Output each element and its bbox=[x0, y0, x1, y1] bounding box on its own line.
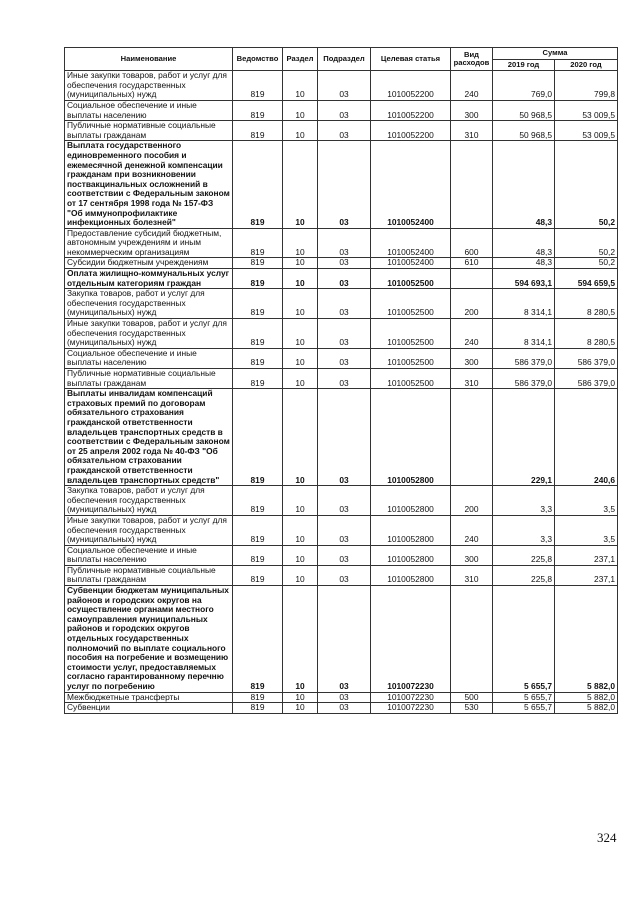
cell-2020: 53 009,5 bbox=[555, 121, 618, 141]
cell-name: Предоставление субсидий бюджетным, автономным учреждениям и иным некоммерческим организациям bbox=[65, 228, 233, 258]
cell-section: 10 bbox=[283, 121, 318, 141]
table-row bbox=[65, 565, 618, 585]
cell-subsection: 03 bbox=[318, 71, 371, 101]
header-2019: 2019 год bbox=[493, 59, 555, 71]
cell-2020: 594 659,5 bbox=[555, 269, 618, 289]
cell-name: Закупка товаров, работ и услуг для обеспечения государственных (муниципальных) нужд bbox=[65, 486, 233, 516]
cell-dept: 819 bbox=[233, 289, 283, 319]
header-name: Наименование bbox=[65, 48, 233, 71]
table-row bbox=[65, 141, 618, 228]
table-header bbox=[65, 48, 618, 71]
cell-name: Оплата жилищно-коммунальных услуг отдельным категориям граждан bbox=[65, 269, 233, 289]
header-section: Раздел bbox=[283, 48, 318, 71]
cell-kind: 200 bbox=[451, 486, 493, 516]
cell-2019: 225,8 bbox=[493, 565, 555, 585]
table-row bbox=[65, 369, 618, 389]
cell-target: 1010052500 bbox=[371, 289, 451, 319]
cell-kind: 600 bbox=[451, 228, 493, 258]
cell-dept: 819 bbox=[233, 269, 283, 289]
cell-name: Закупка товаров, работ и услуг для обеспечения государственных (муниципальных) нужд bbox=[65, 289, 233, 319]
cell-dept: 819 bbox=[233, 319, 283, 349]
cell-kind: 310 bbox=[451, 121, 493, 141]
header-target: Целевая статья bbox=[371, 48, 451, 71]
cell-2020: 237,1 bbox=[555, 545, 618, 565]
cell-2020: 586 379,0 bbox=[555, 348, 618, 368]
cell-subsection: 03 bbox=[318, 369, 371, 389]
cell-section: 10 bbox=[283, 141, 318, 228]
header-2020: 2020 год bbox=[555, 59, 618, 71]
cell-kind: 530 bbox=[451, 703, 493, 714]
cell-2019: 769,0 bbox=[493, 71, 555, 101]
cell-name: Выплаты инвалидам компенсаций страховых премий по договорам обязательного страхования гражданской ответственности владельцев транспортных средств в соответствии с Федеральным законом от 25 апреля 2002 года № 40-ФЗ "Об обязательном страховании гражданской ответственности владельцев транспортных средств" bbox=[65, 389, 233, 486]
cell-target: 1010052200 bbox=[371, 121, 451, 141]
cell-2019: 5 655,7 bbox=[493, 692, 555, 703]
cell-target: 1010052500 bbox=[371, 319, 451, 349]
cell-section: 10 bbox=[283, 348, 318, 368]
cell-dept: 819 bbox=[233, 258, 283, 269]
cell-target: 1010052200 bbox=[371, 100, 451, 120]
table-row bbox=[65, 319, 618, 349]
cell-section: 10 bbox=[283, 545, 318, 565]
cell-subsection: 03 bbox=[318, 121, 371, 141]
cell-kind: 310 bbox=[451, 369, 493, 389]
cell-section: 10 bbox=[283, 703, 318, 714]
cell-target: 1010052500 bbox=[371, 348, 451, 368]
cell-section: 10 bbox=[283, 269, 318, 289]
cell-section: 10 bbox=[283, 692, 318, 703]
cell-dept: 819 bbox=[233, 100, 283, 120]
cell-2020: 3,5 bbox=[555, 486, 618, 516]
cell-target: 1010072230 bbox=[371, 703, 451, 714]
cell-dept: 819 bbox=[233, 141, 283, 228]
cell-2019: 586 379,0 bbox=[493, 369, 555, 389]
cell-target: 1010052400 bbox=[371, 141, 451, 228]
cell-subsection: 03 bbox=[318, 703, 371, 714]
cell-dept: 819 bbox=[233, 565, 283, 585]
cell-2019: 8 314,1 bbox=[493, 289, 555, 319]
cell-name: Иные закупки товаров, работ и услуг для обеспечения государственных (муниципальных) нужд bbox=[65, 71, 233, 101]
cell-dept: 819 bbox=[233, 121, 283, 141]
cell-target: 1010052400 bbox=[371, 258, 451, 269]
cell-2019: 3,3 bbox=[493, 486, 555, 516]
cell-name: Публичные нормативные социальные выплаты гражданам bbox=[65, 369, 233, 389]
cell-dept: 819 bbox=[233, 348, 283, 368]
cell-name: Субвенции bbox=[65, 703, 233, 714]
cell-name: Социальное обеспечение и иные выплаты населению bbox=[65, 545, 233, 565]
cell-section: 10 bbox=[283, 258, 318, 269]
cell-section: 10 bbox=[283, 100, 318, 120]
cell-2019: 225,8 bbox=[493, 545, 555, 565]
cell-2019: 50 968,5 bbox=[493, 100, 555, 120]
cell-section: 10 bbox=[283, 71, 318, 101]
cell-2020: 5 882,0 bbox=[555, 586, 618, 693]
cell-2020: 240,6 bbox=[555, 389, 618, 486]
cell-subsection: 03 bbox=[318, 545, 371, 565]
cell-section: 10 bbox=[283, 289, 318, 319]
table-row bbox=[65, 692, 618, 703]
cell-2019: 48,3 bbox=[493, 228, 555, 258]
header-kind: Вид расходов bbox=[451, 48, 493, 71]
table-row bbox=[65, 269, 618, 289]
cell-section: 10 bbox=[283, 369, 318, 389]
table-row bbox=[65, 545, 618, 565]
cell-2019: 594 693,1 bbox=[493, 269, 555, 289]
table-row bbox=[65, 348, 618, 368]
cell-2019: 3,3 bbox=[493, 515, 555, 545]
cell-kind bbox=[451, 269, 493, 289]
cell-subsection: 03 bbox=[318, 515, 371, 545]
cell-kind bbox=[451, 389, 493, 486]
cell-kind bbox=[451, 586, 493, 693]
cell-subsection: 03 bbox=[318, 586, 371, 693]
cell-kind: 300 bbox=[451, 100, 493, 120]
cell-section: 10 bbox=[283, 389, 318, 486]
table-row bbox=[65, 228, 618, 258]
cell-target: 1010052800 bbox=[371, 515, 451, 545]
cell-dept: 819 bbox=[233, 515, 283, 545]
cell-target: 1010052800 bbox=[371, 389, 451, 486]
cell-target: 1010072230 bbox=[371, 586, 451, 693]
cell-2019: 8 314,1 bbox=[493, 319, 555, 349]
cell-2020: 50,2 bbox=[555, 258, 618, 269]
cell-2020: 5 882,0 bbox=[555, 703, 618, 714]
cell-name: Публичные нормативные социальные выплаты гражданам bbox=[65, 121, 233, 141]
cell-name: Межбюджетные трансферты bbox=[65, 692, 233, 703]
cell-dept: 819 bbox=[233, 71, 283, 101]
cell-kind: 610 bbox=[451, 258, 493, 269]
cell-kind: 300 bbox=[451, 545, 493, 565]
cell-kind: 310 bbox=[451, 565, 493, 585]
cell-subsection: 03 bbox=[318, 289, 371, 319]
cell-target: 1010052800 bbox=[371, 545, 451, 565]
table-row bbox=[65, 586, 618, 693]
table-row bbox=[65, 703, 618, 714]
table-row bbox=[65, 258, 618, 269]
cell-name: Субвенции бюджетам муниципальных районов и городских округов на осуществление органами местного самоуправления муниципальных районов и городских округов отдельных государственных полномочий по выплате социального пособия на погребение и возмещению стоимости услуг, предоставляемых согласно гарантированному перечню услуг по погребению bbox=[65, 586, 233, 693]
table-row bbox=[65, 389, 618, 486]
cell-name: Субсидии бюджетным учреждениям bbox=[65, 258, 233, 269]
cell-kind: 240 bbox=[451, 319, 493, 349]
cell-dept: 819 bbox=[233, 389, 283, 486]
table-row bbox=[65, 289, 618, 319]
table-row bbox=[65, 486, 618, 516]
cell-subsection: 03 bbox=[318, 565, 371, 585]
cell-2019: 48,3 bbox=[493, 141, 555, 228]
cell-kind: 240 bbox=[451, 71, 493, 101]
cell-target: 1010052800 bbox=[371, 486, 451, 516]
table-row bbox=[65, 71, 618, 101]
cell-2019: 229,1 bbox=[493, 389, 555, 486]
table-row bbox=[65, 515, 618, 545]
cell-dept: 819 bbox=[233, 486, 283, 516]
cell-subsection: 03 bbox=[318, 348, 371, 368]
table-row bbox=[65, 100, 618, 120]
cell-target: 1010072230 bbox=[371, 692, 451, 703]
cell-2019: 5 655,7 bbox=[493, 586, 555, 693]
cell-subsection: 03 bbox=[318, 100, 371, 120]
table-body bbox=[65, 71, 618, 714]
cell-2019: 586 379,0 bbox=[493, 348, 555, 368]
cell-2020: 50,2 bbox=[555, 141, 618, 228]
cell-name: Социальное обеспечение и иные выплаты населению bbox=[65, 348, 233, 368]
cell-2019: 50 968,5 bbox=[493, 121, 555, 141]
cell-subsection: 03 bbox=[318, 269, 371, 289]
cell-subsection: 03 bbox=[318, 228, 371, 258]
cell-2019: 5 655,7 bbox=[493, 703, 555, 714]
cell-2020: 3,5 bbox=[555, 515, 618, 545]
cell-dept: 819 bbox=[233, 692, 283, 703]
budget-table bbox=[64, 47, 618, 714]
cell-subsection: 03 bbox=[318, 692, 371, 703]
cell-kind: 240 bbox=[451, 515, 493, 545]
cell-subsection: 03 bbox=[318, 389, 371, 486]
cell-dept: 819 bbox=[233, 586, 283, 693]
cell-2019: 48,3 bbox=[493, 258, 555, 269]
cell-dept: 819 bbox=[233, 545, 283, 565]
cell-target: 1010052500 bbox=[371, 369, 451, 389]
cell-section: 10 bbox=[283, 319, 318, 349]
cell-name: Выплата государственного единовременного пособия и ежемесячной денежной компенсации гражданам при возникновении поствакцинальных осложнений в соответствии с Федеральным законом от 17 сентября 1998 года № 157-ФЗ "Об иммунопрофилактике инфекционных болезней" bbox=[65, 141, 233, 228]
table-row bbox=[65, 121, 618, 141]
cell-kind: 200 bbox=[451, 289, 493, 319]
cell-subsection: 03 bbox=[318, 141, 371, 228]
cell-subsection: 03 bbox=[318, 486, 371, 516]
cell-name: Социальное обеспечение и иные выплаты населению bbox=[65, 100, 233, 120]
cell-2020: 586 379,0 bbox=[555, 369, 618, 389]
cell-2020: 237,1 bbox=[555, 565, 618, 585]
cell-dept: 819 bbox=[233, 369, 283, 389]
cell-name: Иные закупки товаров, работ и услуг для обеспечения государственных (муниципальных) нужд bbox=[65, 319, 233, 349]
cell-section: 10 bbox=[283, 586, 318, 693]
cell-2020: 8 280,5 bbox=[555, 319, 618, 349]
cell-subsection: 03 bbox=[318, 258, 371, 269]
header-subsection: Подраздел bbox=[318, 48, 371, 71]
cell-kind: 500 bbox=[451, 692, 493, 703]
header-dept: Ведомство bbox=[233, 48, 283, 71]
cell-dept: 819 bbox=[233, 703, 283, 714]
cell-name: Публичные нормативные социальные выплаты гражданам bbox=[65, 565, 233, 585]
cell-section: 10 bbox=[283, 515, 318, 545]
cell-2020: 5 882,0 bbox=[555, 692, 618, 703]
cell-name: Иные закупки товаров, работ и услуг для обеспечения государственных (муниципальных) нужд bbox=[65, 515, 233, 545]
cell-target: 1010052500 bbox=[371, 269, 451, 289]
cell-2020: 50,2 bbox=[555, 228, 618, 258]
cell-target: 1010052400 bbox=[371, 228, 451, 258]
cell-kind: 300 bbox=[451, 348, 493, 368]
cell-2020: 8 280,5 bbox=[555, 289, 618, 319]
cell-dept: 819 bbox=[233, 228, 283, 258]
cell-target: 1010052200 bbox=[371, 71, 451, 101]
cell-2020: 799,8 bbox=[555, 71, 618, 101]
cell-kind bbox=[451, 141, 493, 228]
cell-2020: 53 009,5 bbox=[555, 100, 618, 120]
header-sum: Сумма bbox=[493, 48, 618, 60]
cell-section: 10 bbox=[283, 228, 318, 258]
page-number: 324 bbox=[597, 830, 617, 845]
cell-section: 10 bbox=[283, 565, 318, 585]
cell-target: 1010052800 bbox=[371, 565, 451, 585]
cell-section: 10 bbox=[283, 486, 318, 516]
cell-subsection: 03 bbox=[318, 319, 371, 349]
